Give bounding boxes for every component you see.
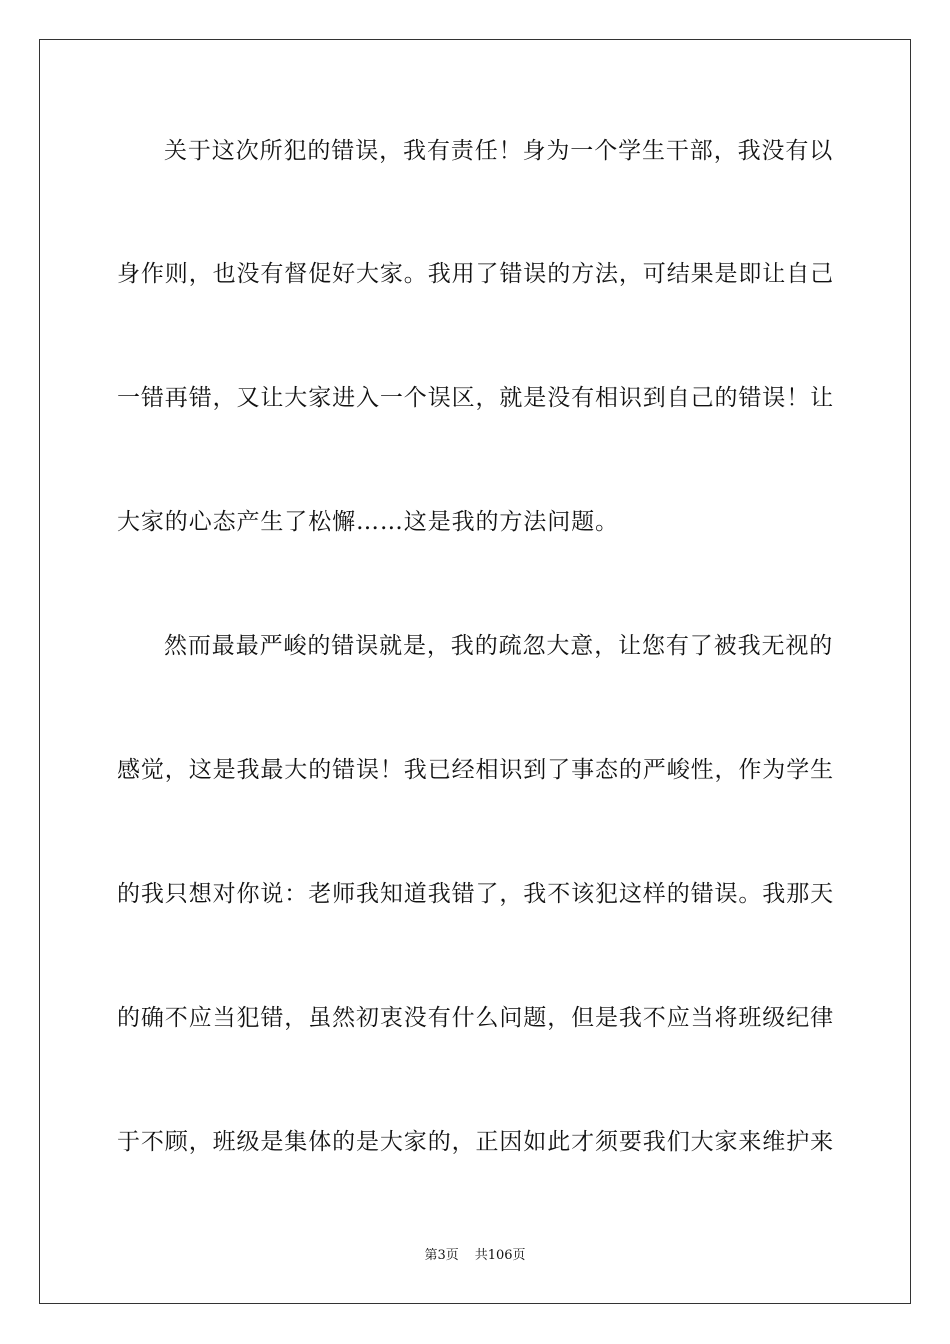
page-border [39, 39, 911, 1304]
page-footer [0, 1246, 950, 1266]
page-number: 第3页 [424, 1248, 459, 1263]
paragraph-1-line-4: 大家的心态产生了松懈……这是我的方法问题。 [117, 509, 619, 535]
paragraph-1-line-1: 关于这次所犯的错误，我有责任！身为一个学生干部，我没有以 [164, 138, 834, 164]
paragraph-2-line-1: 然而最最严峻的错误就是，我的疏忽大意，让您有了被我无视的 [164, 633, 834, 659]
paragraph-2-line-5: 于不顾，班级是集体的是大家的，正因如此才须要我们大家来维护来 [117, 1129, 834, 1155]
paragraph-2-line-3: 的我只想对你说：老师我知道我错了，我不该犯这样的错误。我那天 [117, 881, 834, 907]
paragraph-2-line-2: 感觉，这是我最大的错误！我已经相识到了事态的严峻性，作为学生 [117, 757, 834, 783]
paragraph-1-line-3: 一错再错，又让大家进入一个误区，就是没有相识到自己的错误！让 [117, 385, 834, 411]
total-pages: 共106页 [474, 1248, 526, 1263]
paragraph-2-line-4: 的确不应当犯错，虽然初衷没有什么问题，但是我不应当将班级纪律 [117, 1005, 834, 1031]
paragraph-1-line-2: 身作则，也没有督促好大家。我用了错误的方法，可结果是即让自己 [117, 261, 834, 287]
